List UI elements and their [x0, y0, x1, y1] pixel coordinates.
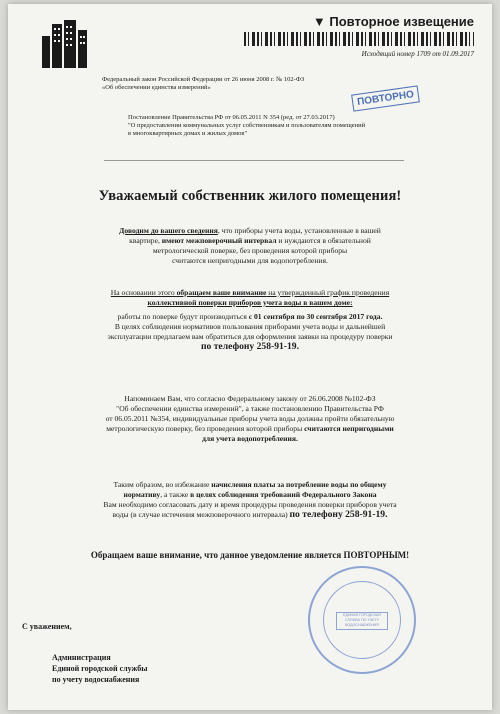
p1-g: считаются непригодными для водопотребления.	[172, 256, 328, 265]
p4-f: Вам необходимо согласовать дату и время процедуры проведения поверки приборов учета	[103, 500, 397, 509]
p2-h: эксплуатации предлагаем вам обратиться для оформления заявки на процедуру поверки	[107, 332, 393, 341]
p1-c: квартире,	[129, 236, 162, 245]
law-ref-line-1: Федеральный закон Российской Федерации от 26 июня 2008 г. № 102-ФЗ	[102, 76, 305, 83]
p1-e: и нуждаются в обязательной	[276, 236, 371, 245]
p4-a: Таким образом, во избежание	[113, 480, 212, 489]
p4-d: , а также	[160, 490, 191, 499]
law-ref-line-2: «Об обеспечении единства измерений»	[102, 84, 211, 91]
seal-line-2: СЛУЖБА ПО УЧЕТУ	[344, 618, 380, 622]
p4-g: воды (в случае истечения межповерочного интервала)	[112, 510, 290, 519]
p3-c: от 06.05.2011 №354, индивидуальные приборы учета воды должны пройти обязательную	[105, 414, 395, 423]
outgoing-number: Исходящий номер 1709 от 01.09.2017	[361, 50, 474, 58]
p4-e: в целях соблюдения требований Федерального Закона	[190, 490, 377, 499]
decree-ref-line-2: "О предоставлении коммунальных услуг собственникам и пользователям помещений	[128, 122, 366, 129]
signature-line-2: Единой городской службы	[52, 664, 148, 673]
paragraph-3	[26, 394, 474, 444]
signature-block	[52, 652, 147, 685]
decree-reference	[128, 114, 448, 138]
p2-f: с 01 сентября по 30 сентября 2017 года.	[248, 312, 383, 321]
p2-d: коллективной поверки приборов учета воды в вашем доме:	[147, 298, 353, 307]
p1-a: Доводим до вашего сведения	[119, 226, 218, 235]
p4-c: нормативу	[123, 490, 161, 499]
seal-text-box	[336, 612, 388, 630]
p1-f: метрологической поверке, без проведения которой приборы	[152, 246, 348, 255]
p4-b: начисления платы за потребление воды по общему	[211, 480, 387, 489]
letter-sheet	[8, 4, 492, 710]
law-reference	[102, 76, 382, 92]
repeat-notice-line: Обращаем ваше внимание, что данное уведомление является ПОВТОРНЫМ!	[90, 550, 410, 560]
notice-title: ▼ Повторное извещение	[312, 14, 474, 29]
p2-i: по телефону 258-91-19.	[201, 341, 299, 352]
p3-d: метрологическую поверку, без проведения которой приборы	[106, 424, 305, 433]
p1-d: имеют межповерочный интервал	[161, 236, 277, 245]
letter-heading: Уважаемый собственник жилого помещения!	[98, 188, 402, 204]
signature-line-1: Администрация	[52, 653, 111, 662]
decree-ref-line-1: Постановление Правительства РФ от 06.05.2011 N 354 (ред. от 27.03.2017)	[128, 114, 335, 121]
paragraph-2	[26, 288, 474, 352]
official-seal	[308, 566, 416, 674]
p4-h: по телефону 258-91-19.	[289, 509, 388, 520]
p2-c: на утвержденный график проведения	[266, 288, 390, 297]
signature-line-3: по учету водоснабжения	[52, 675, 140, 684]
seal-line-3: ВОДОСНАБЖЕНИЯ	[345, 623, 379, 627]
closing-regards: С уважением,	[22, 622, 72, 631]
paragraph-4	[26, 480, 474, 520]
p2-g: В целях соблюдения нормативов пользования приборами учета воды и дальнейшей	[114, 322, 386, 331]
p2-e: работы по поверке будут производиться	[117, 312, 249, 321]
p3-a: Напоминаем Вам, что согласно Федеральному закону от 26.06.2008 №102-ФЗ	[124, 394, 376, 403]
divider	[104, 160, 404, 161]
seal-inner-ring	[323, 581, 401, 659]
p3-b: "Об обеспечении единства измерений", а также постановлению Правительства РФ	[116, 404, 384, 413]
p2-b: обращаем ваше внимание	[176, 288, 267, 297]
p1-b: , что приборы учета воды, установленные в вашей	[217, 226, 381, 235]
paragraph-1	[26, 226, 474, 266]
p3-e: считаются непригодными	[304, 424, 394, 433]
seal-line-1: ЕДИНАЯ ГОРОДСКАЯ	[343, 613, 381, 617]
building-logo-icon	[38, 18, 90, 70]
p2-a: На основании этого	[110, 288, 177, 297]
repeat-stamp: ПОВТОРНО	[351, 85, 420, 111]
decree-ref-line-3: в многоквартирных домах и жилых домов"	[128, 130, 248, 137]
barcode	[244, 32, 474, 46]
p3-f: для учета водопотребления.	[202, 434, 298, 443]
